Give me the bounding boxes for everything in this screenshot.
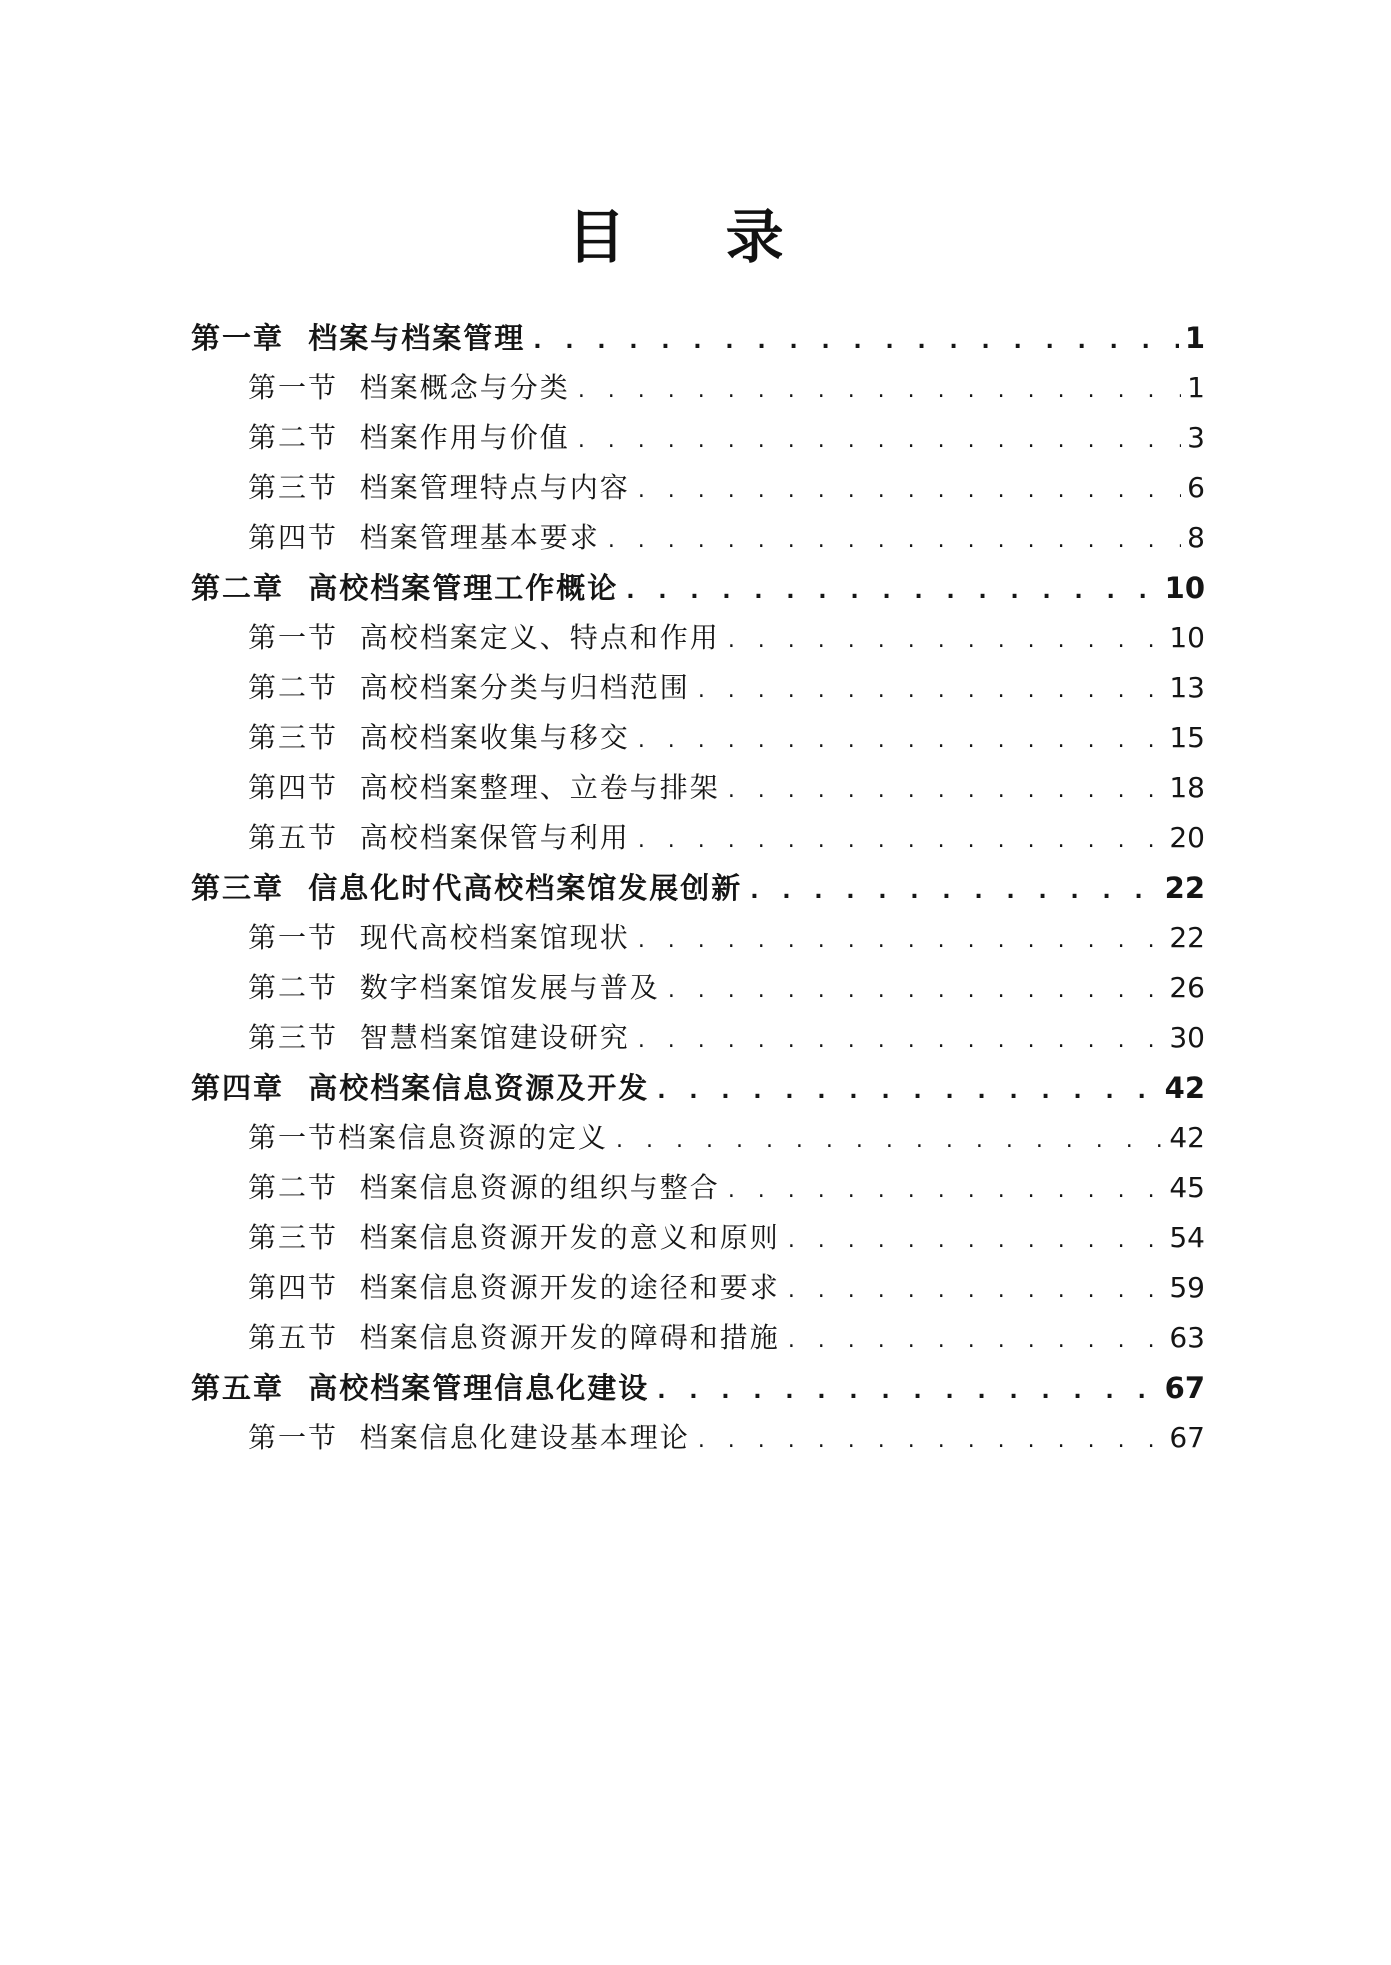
toc-dot-leader [788,1271,1164,1311]
toc-entry-label: 第三节 智慧档案馆建设研究 [248,1021,630,1054]
toc-section-entry[interactable] [248,1118,1205,1158]
toc-section-entry[interactable] [248,1318,1205,1358]
toc-section-entry[interactable] [248,918,1205,958]
toc-section-entry[interactable] [248,418,1205,458]
toc-section-entry[interactable] [248,718,1205,758]
toc-entry-label: 第二章 高校档案管理工作概论 [191,571,619,605]
toc-entry-label: 第三节 高校档案收集与移交 [248,721,630,754]
toc-entry-label: 第二节 高校档案分类与归档范围 [248,671,690,704]
toc-page-number: 20 [1169,821,1205,854]
toc-dot-leader [668,971,1164,1011]
toc-entry-label: 第五节 档案信息资源开发的障碍和措施 [248,1321,780,1354]
toc-entry-label: 第一节 高校档案定义、特点和作用 [248,621,720,654]
toc-section-entry[interactable] [248,1018,1205,1058]
toc-chapter-entry[interactable] [191,1068,1205,1108]
toc-entry-label: 第二节 档案作用与价值 [248,421,570,454]
toc-dot-leader [578,371,1181,411]
toc-dot-leader [638,1021,1164,1061]
toc-entry-label: 第五章 高校档案管理信息化建设 [191,1371,650,1405]
toc-entry-label: 第三章 信息化时代高校档案馆发展创新 [191,871,743,905]
toc-section-entry[interactable] [248,1168,1205,1208]
toc-page-number: 67 [1169,1421,1205,1454]
toc-dot-leader [728,771,1164,811]
toc-dot-leader [638,471,1181,511]
toc-dot-leader [626,572,1158,612]
toc-page-number: 42 [1169,1121,1205,1154]
toc-dot-leader [638,821,1164,861]
toc-page-number: 26 [1169,971,1205,1004]
toc-dot-leader [698,671,1164,711]
toc-dot-leader [728,1171,1164,1211]
toc-dot-leader [638,721,1164,761]
toc-entry-label: 第四节 档案管理基本要求 [248,521,600,554]
toc-page-number: 63 [1169,1321,1205,1354]
toc-page-number: 67 [1164,1371,1205,1405]
toc-page-number: 1 [1184,321,1205,355]
toc-section-entry[interactable] [248,1418,1205,1458]
toc-chapter-entry[interactable] [191,1368,1205,1408]
toc-page-number: 59 [1169,1271,1205,1304]
toc-entry-label: 第一节 档案信息化建设基本理论 [248,1421,690,1454]
toc-chapter-entry[interactable] [191,568,1205,608]
toc-entry-label: 第四章 高校档案信息资源及开发 [191,1071,650,1105]
toc-section-entry[interactable] [248,518,1205,558]
toc-dot-leader [608,521,1181,561]
toc-section-entry[interactable] [248,1218,1205,1258]
toc-dot-leader [638,921,1164,961]
toc-page-number: 54 [1169,1221,1205,1254]
toc-section-entry[interactable] [248,818,1205,858]
toc-page-number: 1 [1187,371,1205,404]
toc-entry-label: 第二节 数字档案馆发展与普及 [248,971,660,1004]
toc-dot-leader [533,322,1179,362]
toc-section-entry[interactable] [248,468,1205,508]
toc-page-number: 22 [1169,921,1205,954]
toc-chapter-entry[interactable] [191,868,1205,908]
toc-section-entry[interactable] [248,618,1205,658]
toc-entry-label: 第二节 档案信息资源的组织与整合 [248,1171,720,1204]
toc-dot-leader [750,872,1158,912]
toc-page-number: 8 [1187,521,1205,554]
toc-dot-leader [728,621,1164,661]
toc-dot-leader [698,1421,1164,1461]
toc-section-entry[interactable] [248,368,1205,408]
toc-entry-label: 第一章 档案与档案管理 [191,321,526,355]
toc-page-number: 10 [1164,571,1205,605]
toc-section-entry[interactable] [248,668,1205,708]
toc-entry-label: 第一节 现代高校档案馆现状 [248,921,630,954]
toc-entry-label: 第四节 档案信息资源开发的途径和要求 [248,1271,780,1304]
page-title: 目 录 [567,203,824,271]
toc-entry-label: 第一节档案信息资源的定义 [248,1121,609,1154]
toc-page-number: 30 [1169,1021,1205,1054]
toc-entry-label: 第三节 档案信息资源开发的意义和原则 [248,1221,780,1254]
toc-entry-label: 第一节 档案概念与分类 [248,371,570,404]
toc-page-number: 18 [1169,771,1205,804]
toc-dot-leader [788,1321,1164,1361]
toc-page-number: 15 [1169,721,1205,754]
toc-entry-label: 第三节 档案管理特点与内容 [248,471,630,504]
toc-section-entry[interactable] [248,768,1205,808]
toc-dot-leader [657,1372,1158,1412]
toc-page-number: 13 [1169,671,1205,704]
toc-chapter-entry[interactable] [191,318,1205,358]
toc-dot-leader [578,421,1181,461]
toc-entry-label: 第五节 高校档案保管与利用 [248,821,630,854]
toc-page-number: 45 [1169,1171,1205,1204]
toc-dot-leader [616,1121,1163,1161]
toc-page-number: 3 [1187,421,1205,454]
toc-dot-leader [657,1072,1158,1112]
toc-page-number: 42 [1164,1071,1205,1105]
toc-page-number: 10 [1169,621,1205,654]
toc-dot-leader [788,1221,1164,1261]
toc-page-number: 6 [1187,471,1205,504]
toc-section-entry[interactable] [248,1268,1205,1308]
toc-section-entry[interactable] [248,968,1205,1008]
toc-entry-label: 第四节 高校档案整理、立卷与排架 [248,771,720,804]
toc-page-number: 22 [1164,871,1205,905]
